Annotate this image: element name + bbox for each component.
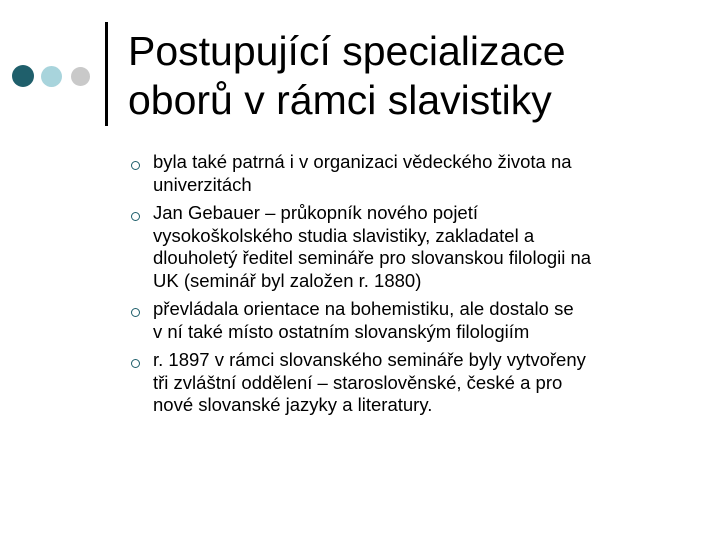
slide-title (128, 27, 698, 125)
bullet-text-4 (153, 349, 586, 417)
title-divider (105, 22, 108, 126)
bullet-2-line-3: dlouholetý ředitel semináře pro slovanskou filologii na (153, 247, 592, 268)
bullet-text-2 (153, 202, 591, 292)
bullet-4-line-2: tři zvláštní oddělení – staroslověnské, české a pro (153, 371, 563, 393)
bullet-3-line-2: v ní také místo ostatním slovanským filologiím (153, 320, 530, 342)
bullet-2-line-2: vysokoškolského studia slavistiky, zakladatel a (153, 224, 535, 246)
bullet-1-line-1: byla také patrná i v organizaci vědeckého života na (153, 151, 572, 172)
hollow-circle-bullet-icon (131, 161, 140, 170)
hollow-circle-bullet-icon (131, 212, 140, 221)
decoration-dot-gray (71, 67, 90, 86)
decoration-dot-dark (12, 65, 34, 87)
bullet-4-line-3: nové slovanské jazyky a literatury. (153, 394, 433, 415)
bullet-2-line-4: UK (seminář byl založen r. 1880) (153, 269, 422, 291)
hollow-circle-bullet-icon (131, 359, 140, 368)
bullet-3-line-1: převládala orientace na bohemistiku, ale dostalo se (153, 298, 574, 319)
bullet-text-3 (153, 298, 574, 343)
bullet-1-line-2: univerzitách (153, 173, 252, 195)
decoration-dot-light (41, 66, 62, 87)
slide-title-line-2: oborů v rámci slavistiky (128, 77, 552, 123)
bullet-text-1 (153, 151, 572, 196)
bullet-2-line-1: Jan Gebauer – průkopník nového pojetí (153, 202, 479, 223)
slide-title-line-1: Postupující specializace (128, 28, 566, 74)
bullet-4-line-1: r. 1897 v rámci slovanského semináře byly vytvořeny (153, 349, 586, 370)
hollow-circle-bullet-icon (131, 308, 140, 317)
